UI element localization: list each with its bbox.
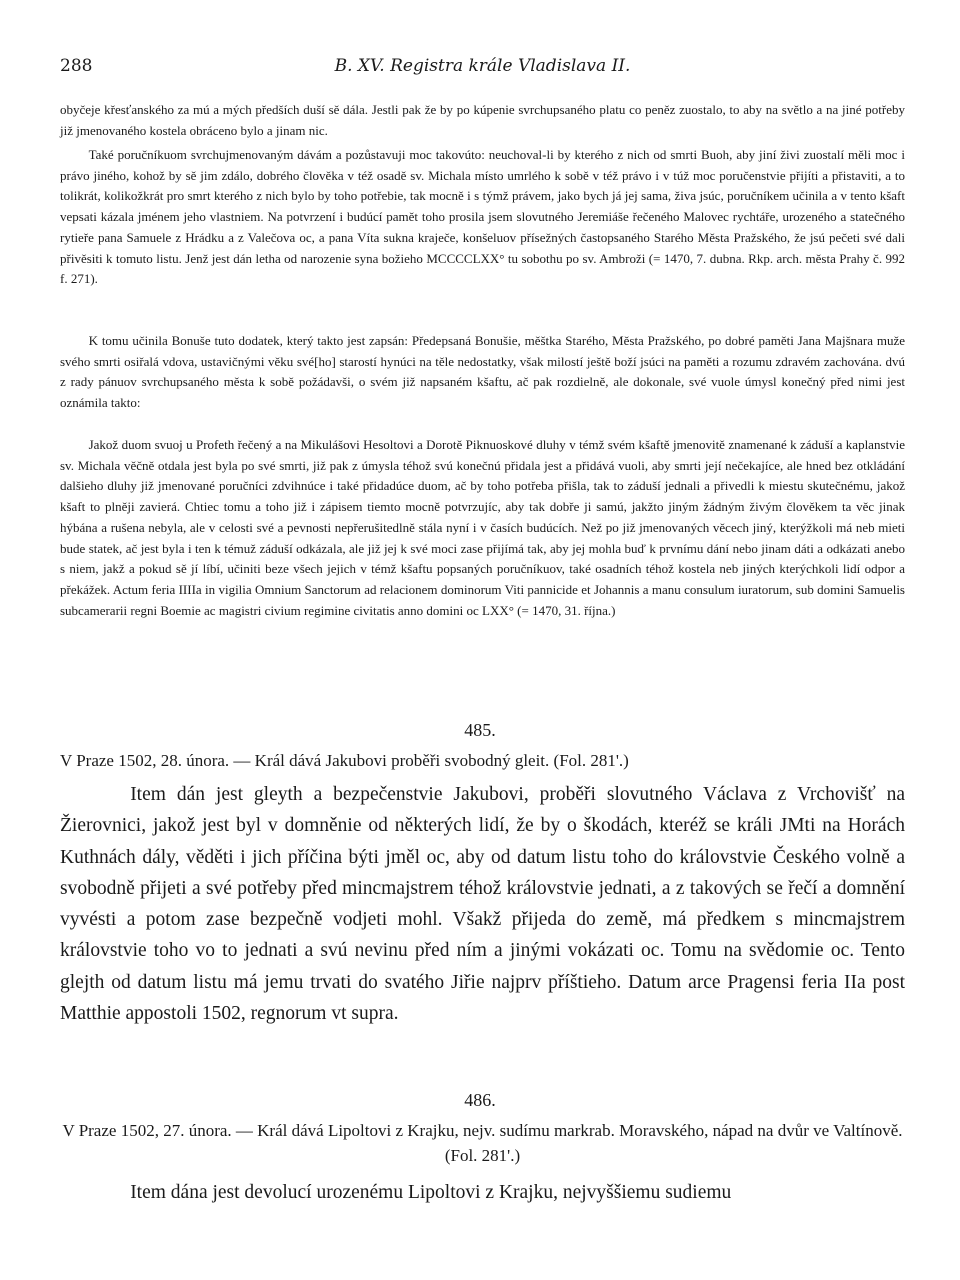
document-body-485: Item dán jest gleyth a bezpečenstvie Jakubovi, proběři slovutného Václava z Vrchovišť na Žierovnici, jakož jest byl v domněnie od některých lidí, že by o škodách, kteréž se králi JMti na Horách Kuthnách dály, věděti i jich příčina býti jměl oc, aby od datum listu toho do královstvie Českého volně a svobodně přijeti a své potřeby před mincmajstrem téhož královstvie jednati, a z takových se řečí a domnění vyvésti a potom zase bezpečně vodjeti mohl. Všakž přijeda do země, má předkem s mincmajstrem královstvie toho vo to jednati a svú nevinu před ním a jinými vokázati oc. Tomu na svědomie oc. Tento glejth od datum listu má jemu trvati do svatého Jiřie najprv příštieho. Datum arce Pragensi feria IIa post Matthie appostoli 1502, regnorum vt supra. <box>60 784 905 1025</box>
document-heading-486: V Praze 1502, 27. února. — Král dává Lipoltovi z Krajku, nejv. sudímu markrab. Moravského, nápad na dvůr ve Valtínově. (Fol. 281'.) <box>62 1121 903 1165</box>
document-number-485: 485. <box>464 720 496 740</box>
continuation-paragraph-2: Také poručníkuom svrchujmenovaným dávám a pozůstavuji moc takovúto: neuchoval-li by kterého z nich od smrti Buoh, aby jiní živi zuostalí měli moc i právo jiného, kohož by sě jim zdálo, dobrého člověka v též osadě sv. Michala místo umrlého k sobě v též právo i v túž moc poručenstvie přijíti a přistaviti, a to tolikrát, kolikožkrát pro smrt kterého z nich bylo by toho potřebie, tak mocně i s týmž právem, jako bych já jej sama, živa jsúc, poručníkem učinila a v tento kšaft vepsati kázala jménem jeho vlastniem. Na potvrzení i budúcí pamět toho prosila jsem slovutného Jeremiáše řečeného Malovec rychtáře, urozeného a statečného rytieře pana Samuele z Hrádku a z Valečova oc, a pana Víta sukna kraječe, konšeluov přísežných častopsaného Starého Města Pražského, že jsú pečeti své dali přivěsiti k tomuto listu. Jenž jest dán letha od narozenie syna božieho MCCCCLXX° tu sobothu po sv. Ambroži (= 1470, 7. dubna. Rkp. arch. města Prahy č. 992 f. 271). <box>60 147 905 287</box>
continuation-paragraph-1: obyčeje křesťanského za mú a mých předších duší sě dála. Jestli pak že by po kúpenie svrchupsaného platu co peněz zuostalo, to aby na světlo a na jiné potřeby již jmenovaného kostela obráceno bylo a jinam nic. <box>60 102 905 138</box>
running-title: B. XV. Registra krále Vladislava II. <box>334 56 631 76</box>
document-number-486: 486. <box>464 1090 496 1110</box>
continuation-paragraph-4: Jakož duom svuoj u Profeth řečený a na Mikulášovi Hesoltovi a Dorotě Piknuoskové dluhy v témž svém kšaftě jmenovitě znamenané k záduší a kaplanstvie sv. Michala věčně otdala jest byla po své smrti, již pak z úmysla téhož svú konečnú přidala jest a přidává vuoli, aby smrti její nečekajíce, ale hned bez otkládání dalšieho dluhy již jmenované poručníci zdvihnúce i také přidadúce duom, ač by toho potřeba přišla, tak to záduší jednali a přivedli k miestu skutečnému, jakož kšaft to plněji zavierá. Chtiec tomu a toho již i zápisem tiemto mocně potvrzujíc, aby tak dobře ji samú, jakžto jiným žádným živým člověkem ta věc jinak hýbána a rušena nebyla, ale v celosti své a pevnosti nepřerušitedlně stála nyní i v časích budúcích. Než po již jmenovaných věcech jiný, kterýžkoli má neb mieti bude statek, ač jest byla i ten k témuž záduší odkázala, ale již jej k své moci zase přijímá tak, aby jej mohla buď k prvnímu dání nebo jinam dáti a odkázati anebo s niem, jakž a pokud sě jí líbí, učiniti beze všech jejich v témž kšaftu popsaných poručníkuov, také osadních téhož kostela neb jiných kterýchkoli lidí odpor a překážek. Actum feria IIIIa in vigilia Omnium Sanctorum ad relacionem dominorum Viti pannicide et Johannis a manu consulum iuratorum, sub domini Samuelis subcamerarii regni Boemie ac magistri civium regimine civitatis anno domini oc LXX° (= 1470, 31. října.) <box>60 437 905 618</box>
document-heading-485: V Praze 1502, 28. února. — Král dává Jakubovi proběři svobodný gleit. (Fol. 281'.) <box>60 751 629 770</box>
document-body-486: Item dána jest devolucí urozenému Lipoltovi z Krajku, nejvyššiemu sudiemu <box>130 1182 732 1203</box>
page-number: 288 <box>60 56 93 76</box>
running-head <box>60 56 905 82</box>
continuation-paragraph-3: K tomu učinila Bonuše tuto dodatek, který takto jest zapsán: Předepsaná Bonušie, měštka Starého, Města Pražského, po dobré paměti Jana Majšnara muže svého smrti osiřalá vdova, ustavičnými věku své[ho] starostí hynúci na těle nedostatky, však milostí ještě boží jsúci na paměti a rozumu zdravém zachována. dvú z rady pánuov svrchupsaného města k sobě požádavši, o svém již napsaném kšaftu, ač pak rozdielně, ale dokonale, své vuole úmysl konečný před nimi jest oznámila takto: <box>60 333 905 411</box>
